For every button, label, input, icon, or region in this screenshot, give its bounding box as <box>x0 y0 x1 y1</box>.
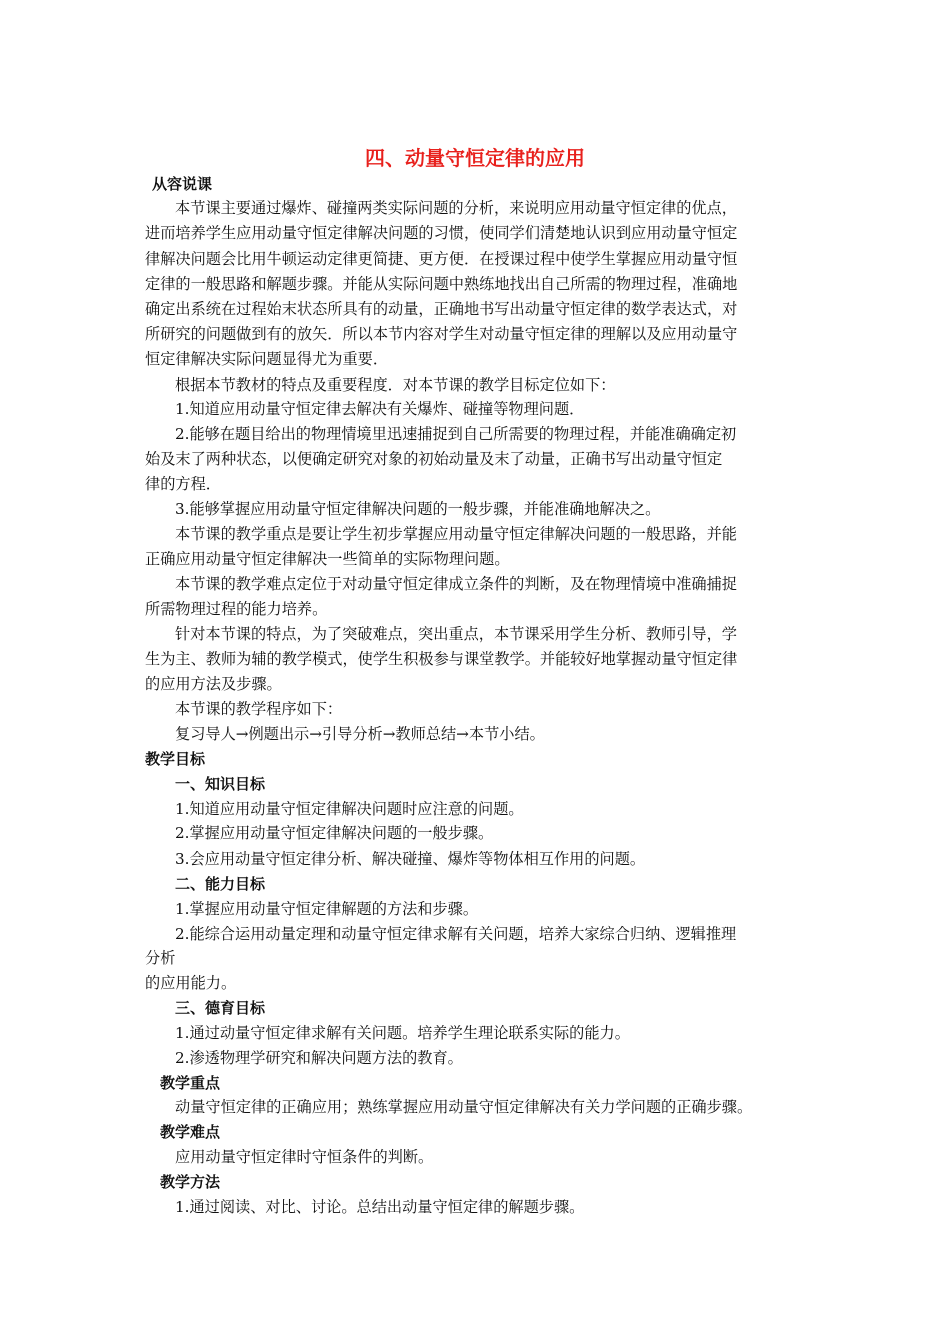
text-line: 恒定律解决实际问题显得尤为重要． <box>145 350 388 368</box>
section-heading: 教学难点 <box>160 1123 221 1141</box>
text-line: 分析 <box>145 949 176 967</box>
text-line: 定律的一般思路和解题步骤。并能从实际问题中熟练地找出自己所需的物理过程，准确地 <box>145 275 738 293</box>
text-line: 1.知道应用动量守恒定律解决问题时应注意的问题。 <box>175 800 524 818</box>
text-line: 2.能够在题目给出的物理情境里迅速捕捉到自己所需要的物理过程，并能准确确定初 <box>175 425 737 443</box>
section-heading: 教学目标 <box>145 750 206 768</box>
text-line: 正确应用动量守恒定律解决一些简单的实际物理问题。 <box>145 550 510 568</box>
section-heading: 一、知识目标 <box>175 775 266 793</box>
text-line: 的应用能力。 <box>145 974 237 992</box>
text-line: 1.通过动量守恒定律求解有关问题。培养学生理论联系实际的能力。 <box>175 1024 630 1042</box>
text-line: 生为主、教师为辅的教学模式，使学生积极参与课堂教学。并能较好地掌握动量守恒定律 <box>145 650 738 668</box>
text-line: 律的方程． <box>145 475 221 493</box>
text-line: 本节课的教学难点定位于对动量守恒定律成立条件的判断，及在物理情境中准确捕捉 <box>175 575 737 593</box>
section-heading: 教学重点 <box>160 1074 221 1092</box>
text-line: 根据本节教材的特点及重要程度．对本节课的教学目标定位如下： <box>175 376 616 394</box>
text-line: 动量守恒定律的正确应用；熟练掌握应用动量守恒定律解决有关力学问题的正确步骤。 <box>175 1098 753 1116</box>
text-line: 3.能够掌握应用动量守恒定律解决问题的一般步骤，并能准确地解决之。 <box>175 500 661 518</box>
text-line: 1.通过阅读、对比、讨论。总结出动量守恒定律的解题步骤。 <box>175 1198 585 1216</box>
text-line: 的应用方法及步骤。 <box>145 675 282 693</box>
text-line: 确定出系统在过程始末状态所具有的动量，正确地书写出动量守恒定律的数学表达式，对 <box>145 300 738 318</box>
section-heading: 三、德育目标 <box>175 999 266 1017</box>
text-line: 本节课主要通过爆炸、碰撞两类实际问题的分析，来说明应用动量守恒定律的优点， <box>175 199 737 217</box>
text-line: 复习导人→例题出示→引导分析→教师总结→本节小结。 <box>175 725 545 743</box>
text-line: 所需物理过程的能力培养。 <box>145 600 328 618</box>
text-line: 进而培养学生应用动量守恒定律解决问题的习惯，使同学们清楚地认识到应用动量守恒定 <box>145 224 738 242</box>
text-line: 2.能综合运用动量定理和动量守恒定律求解有关问题，培养大家综合归纳、逻辑推理 <box>175 925 737 943</box>
section-heading: 教学方法 <box>160 1173 221 1191</box>
text-line: 针对本节课的特点，为了突破难点，突出重点，本节课采用学生分析、教师引导，学 <box>175 625 737 643</box>
text-line: 1.掌握应用动量守恒定律解题的方法和步骤。 <box>175 900 479 918</box>
text-line: 本节课的教学程序如下： <box>175 700 343 718</box>
section-heading: 二、能力目标 <box>175 875 266 893</box>
text-line: 2.渗透物理学研究和解决问题方法的教育。 <box>175 1049 463 1067</box>
text-line: 2.掌握应用动量守恒定律解决问题的一般步骤。 <box>175 824 494 842</box>
text-line: 律解决问题会比用牛顿运动定律更简捷、更方便．在授课过程中使学生掌握应用动量守恒 <box>145 250 738 268</box>
text-line: 所研究的问题做到有的放矢．所以本节内容对学生对动量守恒定律的理解以及应用动量守 <box>145 325 738 343</box>
text-line: 应用动量守恒定律时守恒条件的判断。 <box>175 1148 434 1166</box>
text-line: 始及末了两种状态，以便确定研究对象的初始动量及末了动量，正确书写出动量守恒定 <box>145 450 723 468</box>
page-title: 四、动量守恒定律的应用 <box>365 146 585 170</box>
text-line: 1.知道应用动量守恒定律去解决有关爆炸、碰撞等物理问题． <box>175 400 585 418</box>
text-line: 本节课的教学重点是要让学生初步掌握应用动量守恒定律解决问题的一般思路，并能 <box>175 525 737 543</box>
text-line: 3.会应用动量守恒定律分析、解决碰撞、爆炸等物体相互作用的问题。 <box>175 850 646 868</box>
section-heading: 从容说课 <box>152 175 213 193</box>
